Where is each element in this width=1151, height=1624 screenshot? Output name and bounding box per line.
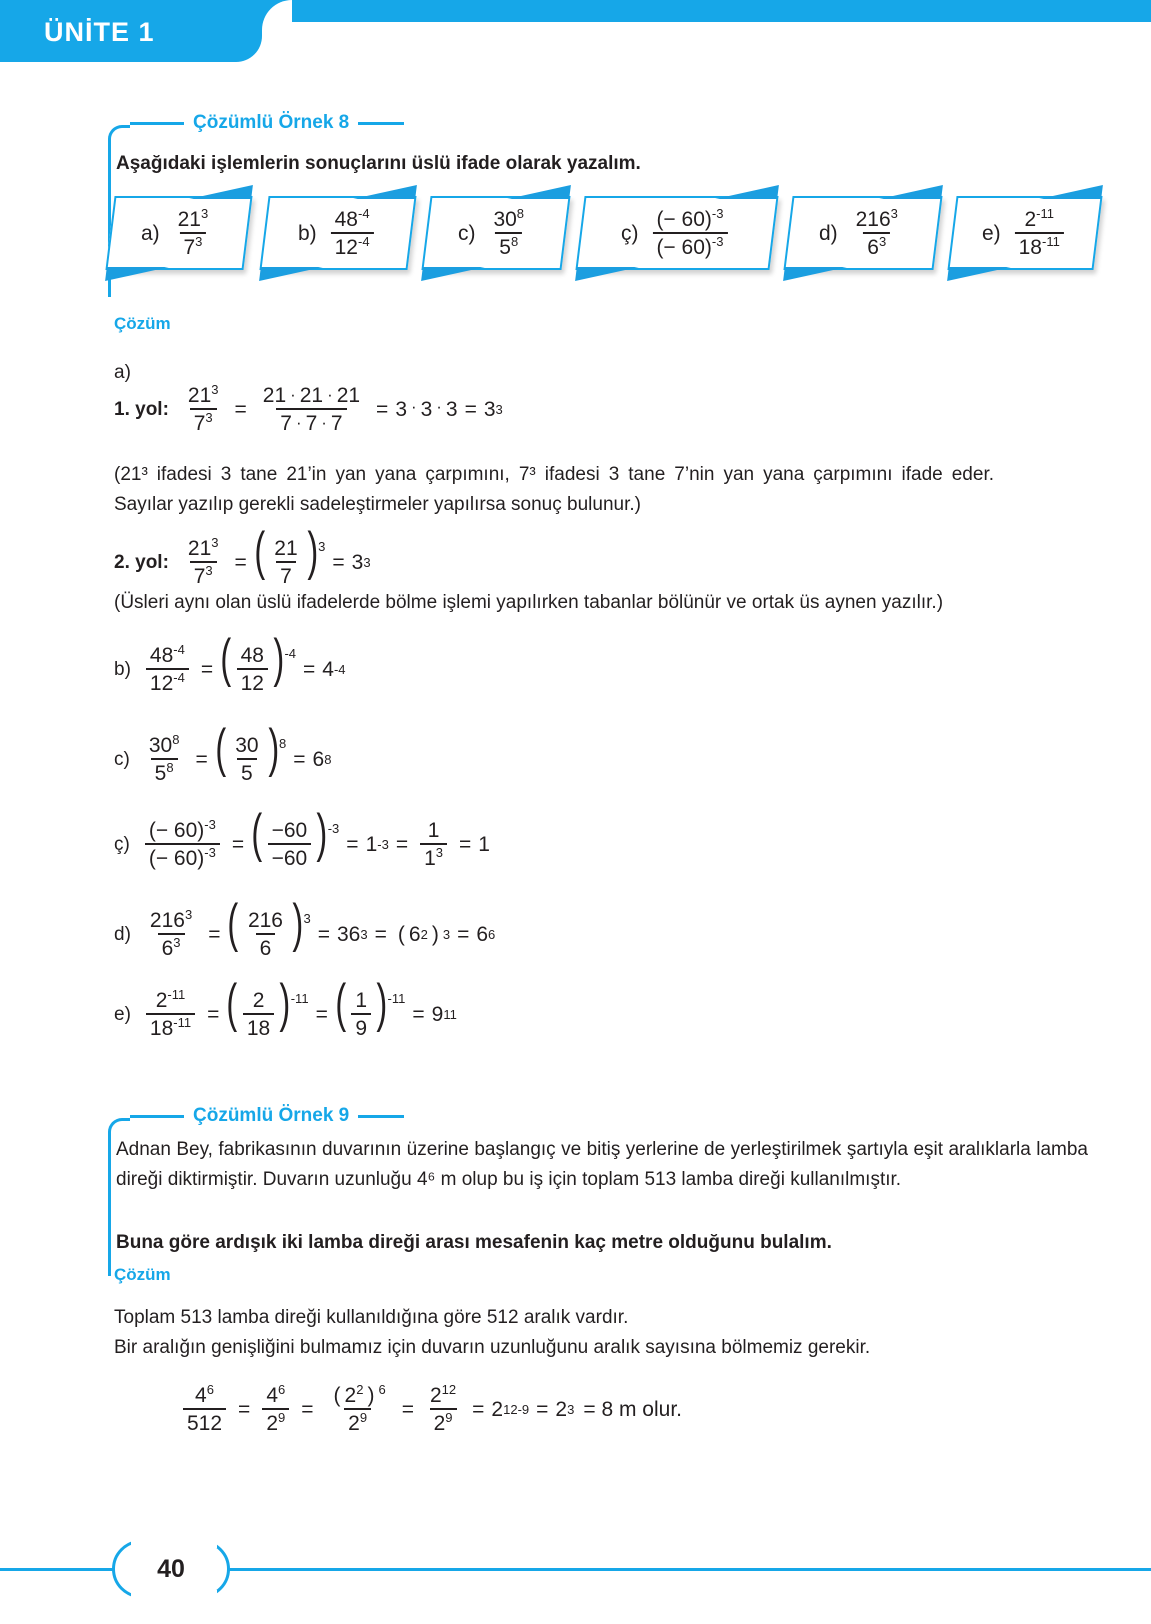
card-accent-bottom-icon bbox=[259, 267, 323, 281]
f-e9: 9 bbox=[278, 1410, 286, 1425]
cc-60: (− 60) bbox=[148, 819, 205, 842]
f-2b: 2 bbox=[348, 1412, 360, 1435]
f-512: 512 bbox=[183, 1408, 226, 1434]
option-b-den-exp: -4 bbox=[357, 233, 370, 249]
c-e8: 8 bbox=[172, 732, 180, 747]
example-8-prompt: Aşağıdaki işlemlerin sonuçlarını üslü ifade olarak yazalım. bbox=[116, 153, 641, 174]
equation-c-math: $\frac{30^8}{5^8}$ = ( $\frac{30}{5}$ ) 8 = 6 8 bbox=[148, 719, 332, 785]
example-9-header bbox=[130, 1105, 404, 1127]
example-9-line-2: Bir aralığın genişliğini bulmamız için duvarın uzunluğunu aralık sayısına bölmemiz gerekir. bbox=[114, 1337, 871, 1358]
equation-e-math: $\frac{2^{-11}}{18^{-11}}$ = ( $\frac{2}{18}$ ) -11 = ( $\frac{1}{9}$ ) -11 = 9 11 bbox=[141, 990, 457, 1039]
option-e-tag: e) bbox=[981, 221, 1001, 245]
v2-7d: 7 bbox=[276, 561, 296, 587]
cc-outer-exp: -3 bbox=[327, 821, 340, 836]
option-cc-den: (− 60) bbox=[656, 235, 713, 259]
f-2c: 2 bbox=[429, 1384, 442, 1407]
option-e-fraction bbox=[1014, 205, 1063, 259]
option-card-c[interactable] bbox=[421, 196, 570, 270]
card-accent-top-icon bbox=[715, 185, 779, 199]
option-card-b[interactable] bbox=[259, 196, 416, 270]
page-number: 40 bbox=[157, 1554, 185, 1583]
v-exp3b: 3 bbox=[205, 410, 213, 425]
e-18d: 18 bbox=[243, 1013, 274, 1039]
example-9-question: Buna göre ardışık iki lamba direği arası mesafenin kaç metre olduğunu bulalım. bbox=[116, 1232, 832, 1253]
card-accent-top-icon bbox=[353, 185, 417, 199]
cc-fd: 1 bbox=[424, 847, 436, 870]
b-res: 4 bbox=[322, 658, 334, 681]
c-outer-exp: 8 bbox=[279, 736, 287, 751]
option-e-den: 18 bbox=[1018, 235, 1042, 259]
note-2: (Üsleri aynı olan üslü ifadelerde bölme işlemi yapılırken tabanlar bölünür ve ortak üs aynen yazılır.) bbox=[114, 592, 944, 613]
card-accent-bottom-icon bbox=[421, 267, 485, 281]
f-4: 4 bbox=[195, 1384, 207, 1407]
v-21b: 21 bbox=[299, 384, 324, 407]
unit-title: ÜNİTE 1 bbox=[44, 17, 155, 47]
solution-part-a-tag: a) bbox=[114, 362, 131, 383]
v-7c: 7 bbox=[330, 412, 343, 435]
d-e3: 3 bbox=[184, 907, 193, 922]
option-a-den-exp: 3 bbox=[195, 233, 203, 249]
f-e6c: 6 bbox=[378, 1382, 386, 1397]
option-b-den: 12 bbox=[334, 235, 358, 259]
option-d-den: 6 bbox=[867, 235, 880, 259]
cc-res: 1 bbox=[478, 833, 490, 856]
d-216n: 216 bbox=[247, 909, 283, 932]
f-b2: 2 bbox=[344, 1384, 357, 1407]
example-8-option-cards bbox=[104, 196, 1104, 288]
f-e6: 6 bbox=[206, 1382, 214, 1397]
option-b-num: 48 bbox=[334, 207, 358, 231]
e-outer-exp: -11 bbox=[290, 991, 309, 1006]
equation-a-way1-math: $\frac{21^3}{7^3}$ = $\frac{21 \cdot 21 \cdot 21}{7 \cdot 7 \cdot 7}$ = 3 · 3 · 3 = 3 3 bbox=[187, 382, 503, 435]
v2-3: 3 bbox=[351, 551, 364, 574]
part-c-tag: c) bbox=[114, 748, 130, 770]
e-2: 2 bbox=[155, 989, 168, 1012]
v2-7: 7 bbox=[193, 565, 206, 588]
option-cc-den-exp: -3 bbox=[712, 233, 724, 249]
f-e9b: 9 bbox=[359, 1410, 368, 1425]
option-a-tag: a) bbox=[140, 221, 160, 245]
e-m11: -11 bbox=[167, 987, 186, 1002]
option-c-cedilla-fraction bbox=[653, 205, 728, 259]
option-b-tag: b) bbox=[297, 221, 317, 245]
d-res: 6 bbox=[476, 923, 489, 946]
f-4b: 4 bbox=[266, 1384, 278, 1407]
option-card-e[interactable] bbox=[947, 196, 1102, 270]
f-res-base: 2 bbox=[491, 1398, 504, 1421]
d-outer-exp: 3 bbox=[303, 911, 311, 926]
d-6: 6 bbox=[161, 937, 174, 960]
equation-d-math: $\frac{216^3}{6^3}$ = ( $\frac{216}{6}$ ) 3 = 36 3 = ( 6 2 ) 3 = 6 6 bbox=[149, 894, 496, 960]
card-accent-bottom-icon bbox=[575, 267, 639, 281]
equation-b bbox=[114, 629, 346, 695]
d-216: 216 bbox=[149, 909, 185, 932]
b-48n: 48 bbox=[240, 644, 264, 667]
f-x2: 2 bbox=[356, 1382, 364, 1397]
v-21: 21 bbox=[187, 384, 212, 407]
card-accent-top-icon bbox=[879, 185, 943, 199]
option-d-den-exp: 3 bbox=[879, 233, 887, 249]
card-accent-bottom-icon bbox=[105, 267, 169, 281]
cc-one: 1 bbox=[365, 833, 378, 856]
option-d-tag: d) bbox=[819, 221, 838, 245]
equation-c bbox=[114, 719, 332, 785]
part-e-tag: e) bbox=[114, 1003, 131, 1025]
option-a-den: 7 bbox=[183, 235, 196, 259]
example-8-badge: Çözümlü Örnek 8 bbox=[193, 112, 350, 133]
b-outer-exp: -4 bbox=[284, 646, 297, 661]
v2-outer-exp: 3 bbox=[318, 539, 326, 554]
f-e9c: 9 bbox=[445, 1410, 453, 1425]
option-e-num-exp: -11 bbox=[1035, 205, 1054, 221]
e-outer-exp2: -11 bbox=[387, 991, 406, 1006]
option-c-num: 30 bbox=[493, 207, 518, 231]
example-9-badge: Çözümlü Örnek 9 bbox=[193, 1105, 350, 1126]
v-3res: 3 bbox=[483, 398, 496, 421]
f-result-text: = 8 m olur. bbox=[583, 1398, 682, 1421]
equation-a-way2 bbox=[114, 522, 371, 588]
f-e12: 12 bbox=[441, 1382, 457, 1397]
f-2: 2 bbox=[266, 1412, 278, 1435]
example-9-body: Adnan Bey, fabrikasının duvarının üzerine başlangıç ve bitiş yerlerine de yerleştirilmek şartıyla eşit aralıklarla lamba direği diktirmiştir. Duvarın uzunluğu 4⁶ m olup bu iş için toplam 513 lamba direği kullanılmıştır. bbox=[116, 1139, 1088, 1190]
part-b-tag: b) bbox=[114, 658, 131, 680]
option-c-cedilla-tag: ç) bbox=[621, 221, 639, 245]
d-6p: 6 bbox=[408, 923, 421, 946]
option-cc-num-exp: -3 bbox=[712, 205, 724, 221]
f-2d: 2 bbox=[433, 1412, 446, 1435]
note-1: (21³ ifadesi 3 tane 21’in yan yana çarpımını, 7³ ifadesi 3 tane 7’nin yan yana çarpımını ifade eder. Sayılar yazılıp gerekli sadeleştirmeler yapılırsa sonuç bulunur.) bbox=[114, 464, 994, 515]
rule-left-icon bbox=[130, 122, 184, 125]
cc-60b: (− 60) bbox=[148, 847, 205, 870]
way1-label: 1. yol: bbox=[114, 398, 169, 420]
way2-label: 2. yol: bbox=[114, 551, 169, 573]
equation-d bbox=[114, 894, 496, 960]
option-a-num-exp: 3 bbox=[200, 205, 209, 221]
equation-example-9-final bbox=[178, 1382, 689, 1435]
example-9-solution-label: Çözüm bbox=[114, 1265, 171, 1284]
option-d-num-exp: 3 bbox=[890, 205, 898, 221]
d-6d: 6 bbox=[256, 933, 276, 959]
v2-e3: 3 bbox=[211, 535, 219, 550]
v-3a: 3 bbox=[395, 398, 407, 421]
v-21a: 21 bbox=[262, 384, 287, 407]
b-m4: -4 bbox=[173, 642, 185, 657]
v-3b: 3 bbox=[420, 398, 433, 421]
b-48: 48 bbox=[149, 644, 174, 667]
example-9-block bbox=[108, 1105, 1088, 1288]
option-card-c-cedilla[interactable] bbox=[575, 196, 778, 270]
equation-9-math: $\frac{4^6}{512}$ = $\frac{4^6}{2^9}$ = $\frac{( 2^2 ) ^6}{2^9}$ = $\frac{2^{12}}{2^9}$ = 2 12-9 = 2 3 = 8 m olur. bbox=[178, 1385, 689, 1434]
rule-right-icon bbox=[358, 1115, 404, 1118]
cc-fd-exp: 3 bbox=[435, 845, 444, 860]
equation-c-cedilla bbox=[114, 804, 490, 870]
rule-left-icon bbox=[130, 1115, 184, 1118]
cc-m3b: -3 bbox=[204, 845, 216, 860]
b-12: 12 bbox=[149, 672, 174, 695]
equation-a-way2-math: $\frac{21^3}{7^3}$ = ( $\frac{21}{7}$ ) 3 = 3 3 bbox=[187, 522, 371, 588]
part-d-tag: d) bbox=[114, 923, 131, 945]
cc-n60d: −60 bbox=[268, 843, 312, 869]
v-7a: 7 bbox=[280, 412, 292, 435]
option-e-num: 2 bbox=[1024, 207, 1036, 231]
v-7b: 7 bbox=[305, 412, 318, 435]
option-c-den: 5 bbox=[499, 235, 512, 259]
d-36: 36 bbox=[337, 923, 361, 946]
v2-21: 21 bbox=[187, 537, 212, 560]
option-b-fraction bbox=[330, 205, 373, 259]
d-e3b: 3 bbox=[173, 935, 181, 950]
example-8-header bbox=[130, 112, 404, 134]
option-cc-num: (− 60) bbox=[656, 207, 713, 231]
v2-21n: 21 bbox=[274, 537, 298, 560]
c-e8b: 8 bbox=[166, 760, 174, 775]
v-7: 7 bbox=[193, 412, 206, 435]
card-accent-top-icon bbox=[1039, 185, 1103, 199]
option-a-num: 21 bbox=[177, 207, 201, 231]
equation-e bbox=[114, 974, 457, 1040]
option-d-num: 216 bbox=[855, 207, 891, 231]
card-accent-top-icon bbox=[507, 185, 571, 199]
equation-b-math: $\frac{48^{-4}}{12^{-4}}$ = ( $\frac{48}{12}$ ) -4 = 4 -4 bbox=[141, 645, 346, 694]
card-accent-bottom-icon bbox=[783, 267, 847, 281]
option-card-a[interactable] bbox=[105, 196, 252, 270]
rule-right-icon bbox=[358, 122, 404, 125]
c-res: 6 bbox=[312, 748, 325, 771]
cc-fn: 1 bbox=[427, 819, 440, 842]
b-12d: 12 bbox=[237, 668, 268, 694]
c-5: 5 bbox=[154, 762, 167, 785]
e-m11b: -11 bbox=[173, 1015, 192, 1030]
e-1n: 1 bbox=[355, 989, 368, 1012]
option-b-num-exp: -4 bbox=[357, 205, 370, 221]
f-e6b: 6 bbox=[278, 1382, 286, 1397]
option-c-den-exp: 8 bbox=[511, 233, 519, 249]
option-c-tag: c) bbox=[458, 221, 476, 245]
v-3c: 3 bbox=[445, 398, 458, 421]
card-accent-bottom-icon bbox=[947, 267, 1011, 281]
option-c-fraction bbox=[490, 205, 529, 259]
option-a-fraction bbox=[174, 205, 213, 259]
b-m4b: -4 bbox=[173, 670, 185, 685]
cc-n60n: −60 bbox=[271, 819, 308, 842]
option-e-den-exp: -11 bbox=[1041, 233, 1060, 249]
equation-c-cedilla-math: $\frac{(- 60)^{-3}}{(- 60)^{-3}}$ = ( $\frac{-60}{-60}$ ) -3 = 1 -3 = $\frac{1}{1^3}$ = 1 bbox=[140, 820, 490, 869]
unit-tab-notch bbox=[262, 0, 292, 30]
part-c-cedilla-tag: ç) bbox=[114, 833, 130, 855]
option-card-d[interactable] bbox=[783, 196, 942, 270]
option-d-fraction bbox=[852, 205, 902, 259]
equation-a-way1 bbox=[114, 382, 503, 435]
v-21c: 21 bbox=[336, 384, 361, 407]
e-9d: 9 bbox=[351, 1013, 371, 1039]
e-res: 9 bbox=[431, 1003, 444, 1026]
example-9-line-1: Toplam 513 lamba direği kullanıldığına göre 512 aralık vardır. bbox=[114, 1307, 629, 1328]
cc-m3: -3 bbox=[204, 817, 216, 832]
e-18: 18 bbox=[149, 1017, 174, 1040]
c-30: 30 bbox=[148, 734, 173, 757]
c-30n: 30 bbox=[235, 734, 259, 757]
card-accent-top-icon bbox=[189, 185, 253, 199]
v-exp3: 3 bbox=[211, 382, 219, 397]
f-res-base2: 2 bbox=[555, 1398, 568, 1421]
e-2n: 2 bbox=[252, 989, 265, 1012]
option-c-num-exp: 8 bbox=[517, 205, 525, 221]
v2-e3b: 3 bbox=[205, 563, 213, 578]
c-5d: 5 bbox=[237, 758, 257, 784]
example-8-solution-label: Çözüm bbox=[114, 314, 171, 333]
